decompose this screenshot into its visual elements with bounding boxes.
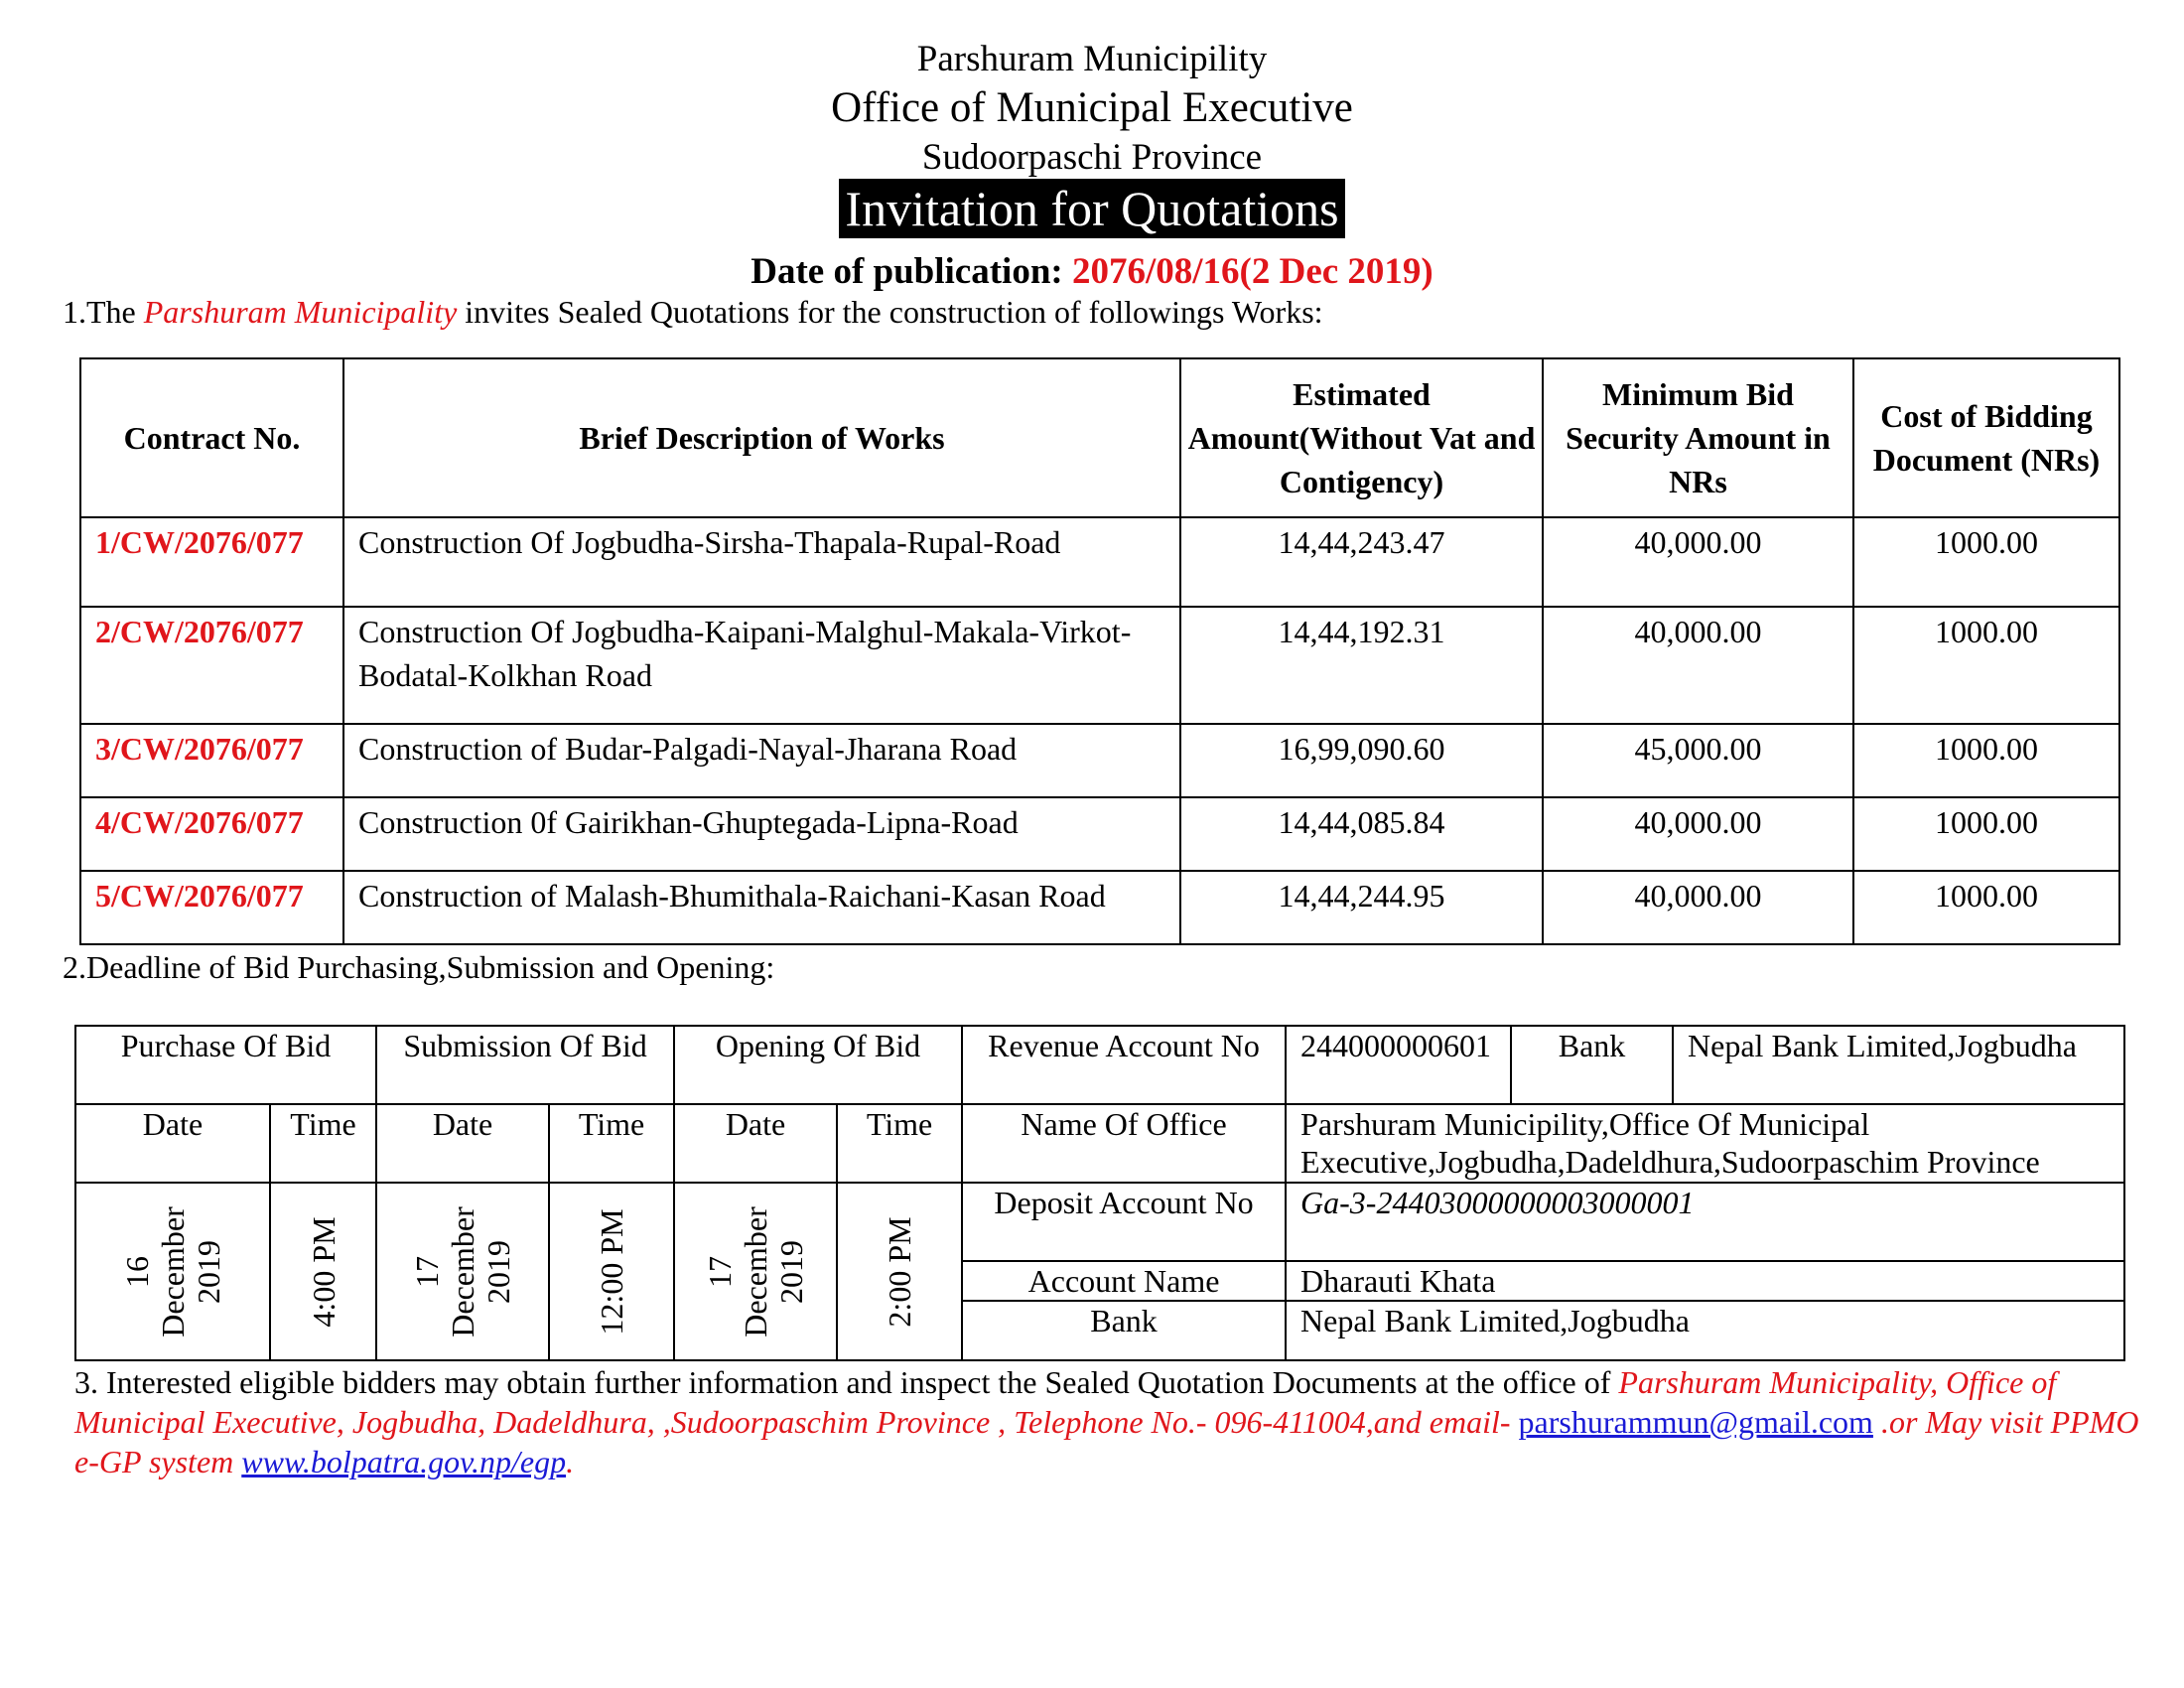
account-name-value: Dharauti Khata <box>1286 1261 2124 1301</box>
contract-no: 3/CW/2076/077 <box>80 724 343 797</box>
table-row <box>80 517 2119 607</box>
egp-link[interactable]: www.bolpatra.gov.np/egp <box>241 1444 567 1479</box>
publication-label: Date of publication: <box>751 251 1072 292</box>
opening-year: 2019 <box>773 1239 810 1304</box>
security-amount: 40,000.00 <box>1543 517 1853 607</box>
office-name-value: Parshuram Municipility,Office Of Municipal Executive,Jogbudha,Dadeldhura,Sudoorpaschim Province <box>1286 1104 2124 1183</box>
work-description: Construction of Malash-Bhumithala-Raichani-Kasan Road <box>343 871 1180 944</box>
opening-day: 17 <box>702 1255 739 1288</box>
table-row <box>80 797 2119 871</box>
security-amount: 45,000.00 <box>1543 724 1853 797</box>
purchase-year: 2019 <box>191 1239 226 1304</box>
deadline-heading: 2.Deadline of Bid Purchasing,Submission and Opening: <box>63 949 775 985</box>
contract-no: 4/CW/2076/077 <box>80 797 343 871</box>
work-description: Construction Of Jogbudha-Sirsha-Thapala-Rupal-Road <box>343 517 1180 607</box>
estimate-amount: 14,44,192.31 <box>1180 607 1543 724</box>
purchase-time-text: 4:00 PM <box>305 1215 341 1328</box>
security-amount: 40,000.00 <box>1543 871 1853 944</box>
bank-value: Nepal Bank Limited,Jogbudha <box>1673 1026 2124 1104</box>
submission-month: December <box>445 1205 481 1337</box>
estimate-amount: 14,44,085.84 <box>1180 797 1543 871</box>
deadline-table <box>74 1025 2125 1361</box>
security-amount: 40,000.00 <box>1543 607 1853 724</box>
submission-year: 2019 <box>480 1239 517 1304</box>
info-office-contact: Parshuram Municipality, Office of Municipal Executive, Jogbudha, Dadeldhura, ,Sudoorpaschim Province , Telephone No.- 096-411004,and email- <box>74 1364 2057 1440</box>
municipality-name: Parshuram Municipility <box>916 39 1268 79</box>
email-link[interactable]: parshurammun@gmail.com <box>1518 1404 1873 1440</box>
contract-no: 5/CW/2076/077 <box>80 871 343 944</box>
document-title: Invitation for Quotations <box>839 179 1344 238</box>
purchase-date <box>75 1183 270 1360</box>
work-description: Construction 0f Gairikhan-Ghuptegada-Lipna-Road <box>343 797 1180 871</box>
purchase-time-label: Time <box>270 1104 376 1183</box>
header-estimate: Estimated Amount(Without Vat and Contigency) <box>1180 358 1543 517</box>
header-contract-no: Contract No. <box>80 358 343 517</box>
contract-no: 1/CW/2076/077 <box>80 517 343 607</box>
submission-time <box>549 1183 674 1360</box>
deadline-row-3 <box>75 1183 2124 1261</box>
document-cost: 1000.00 <box>1853 517 2119 607</box>
document-cost: 1000.00 <box>1853 607 2119 724</box>
intro-prefix: 1.The <box>63 294 144 330</box>
info-end: . <box>566 1444 575 1479</box>
revenue-account-label: Revenue Account No <box>962 1026 1286 1104</box>
bank-label: Bank <box>1511 1026 1673 1104</box>
deadline-row-2 <box>75 1104 2124 1183</box>
purchase-of-bid-header: Purchase Of Bid <box>75 1026 376 1104</box>
opening-time <box>837 1183 962 1360</box>
works-table <box>79 357 2120 945</box>
account-name-label: Account Name <box>962 1261 1286 1301</box>
office-name: Office of Municipal Executive <box>831 84 1353 131</box>
estimate-amount: 16,99,090.60 <box>1180 724 1543 797</box>
document-cost: 1000.00 <box>1853 797 2119 871</box>
submission-date-label: Date <box>376 1104 549 1183</box>
intro-suffix: invites Sealed Quotations for the construction of followings Works: <box>457 294 1323 330</box>
submission-day: 17 <box>409 1255 446 1288</box>
deadline-row-1 <box>75 1026 2124 1104</box>
header-description: Brief Description of Works <box>343 358 1180 517</box>
intro-municipality: Parshuram Municipality <box>143 294 458 330</box>
deposit-account-value: Ga-3-24403000000003000001 <box>1286 1183 2124 1261</box>
table-row <box>80 871 2119 944</box>
bank-label-2: Bank <box>962 1301 1286 1360</box>
opening-time-text: 2:00 PM <box>882 1215 918 1328</box>
purchase-month: December <box>155 1205 191 1337</box>
header-cost: Cost of Bidding Document (NRs) <box>1853 358 2119 517</box>
submission-date <box>376 1183 549 1360</box>
header-security: Minimum Bid Security Amount in NRs <box>1543 358 1853 517</box>
opening-date <box>674 1183 837 1360</box>
info-visit-text: .or May visit PPMO e-GP system <box>74 1404 2139 1479</box>
revenue-account-value: 244000000601 <box>1286 1026 1511 1104</box>
province-name: Sudoorpaschi Province <box>921 137 1263 178</box>
works-header-row <box>80 358 2119 517</box>
estimate-amount: 14,44,243.47 <box>1180 517 1543 607</box>
office-name-label: Name Of Office <box>962 1104 1286 1183</box>
intro-paragraph <box>63 294 1323 331</box>
bank-value-2: Nepal Bank Limited,Jogbudha <box>1286 1301 2124 1360</box>
work-description: Construction of Budar-Palgadi-Nayal-Jharana Road <box>343 724 1180 797</box>
purchase-date-label: Date <box>75 1104 270 1183</box>
purchase-time <box>270 1183 376 1360</box>
contract-no: 2/CW/2076/077 <box>80 607 343 724</box>
table-row <box>80 724 2119 797</box>
opening-of-bid-header: Opening Of Bid <box>674 1026 962 1104</box>
publication-date: 2076/08/16(2 Dec 2019) <box>1071 251 1433 292</box>
purchase-day: 16 <box>119 1255 155 1288</box>
publication-date-line <box>0 250 2184 293</box>
submission-time-text: 12:00 PM <box>594 1207 630 1336</box>
opening-date-label: Date <box>674 1104 837 1183</box>
information-paragraph <box>74 1362 2139 1481</box>
document-cost: 1000.00 <box>1853 871 2119 944</box>
security-amount: 40,000.00 <box>1543 797 1853 871</box>
submission-of-bid-header: Submission Of Bid <box>376 1026 674 1104</box>
deposit-account-label: Deposit Account No <box>962 1183 1286 1261</box>
document-cost: 1000.00 <box>1853 724 2119 797</box>
table-row <box>80 607 2119 724</box>
opening-month: December <box>738 1205 774 1337</box>
work-description: Construction Of Jogbudha-Kaipani-Malghul-Makala-Virkot-Bodatal-Kolkhan Road <box>343 607 1180 724</box>
info-plain-text: 3. Interested eligible bidders may obtain further information and inspect the Sealed Quotation Documents at the office of <box>74 1364 1619 1400</box>
submission-time-label: Time <box>549 1104 674 1183</box>
estimate-amount: 14,44,244.95 <box>1180 871 1543 944</box>
opening-time-label: Time <box>837 1104 962 1183</box>
